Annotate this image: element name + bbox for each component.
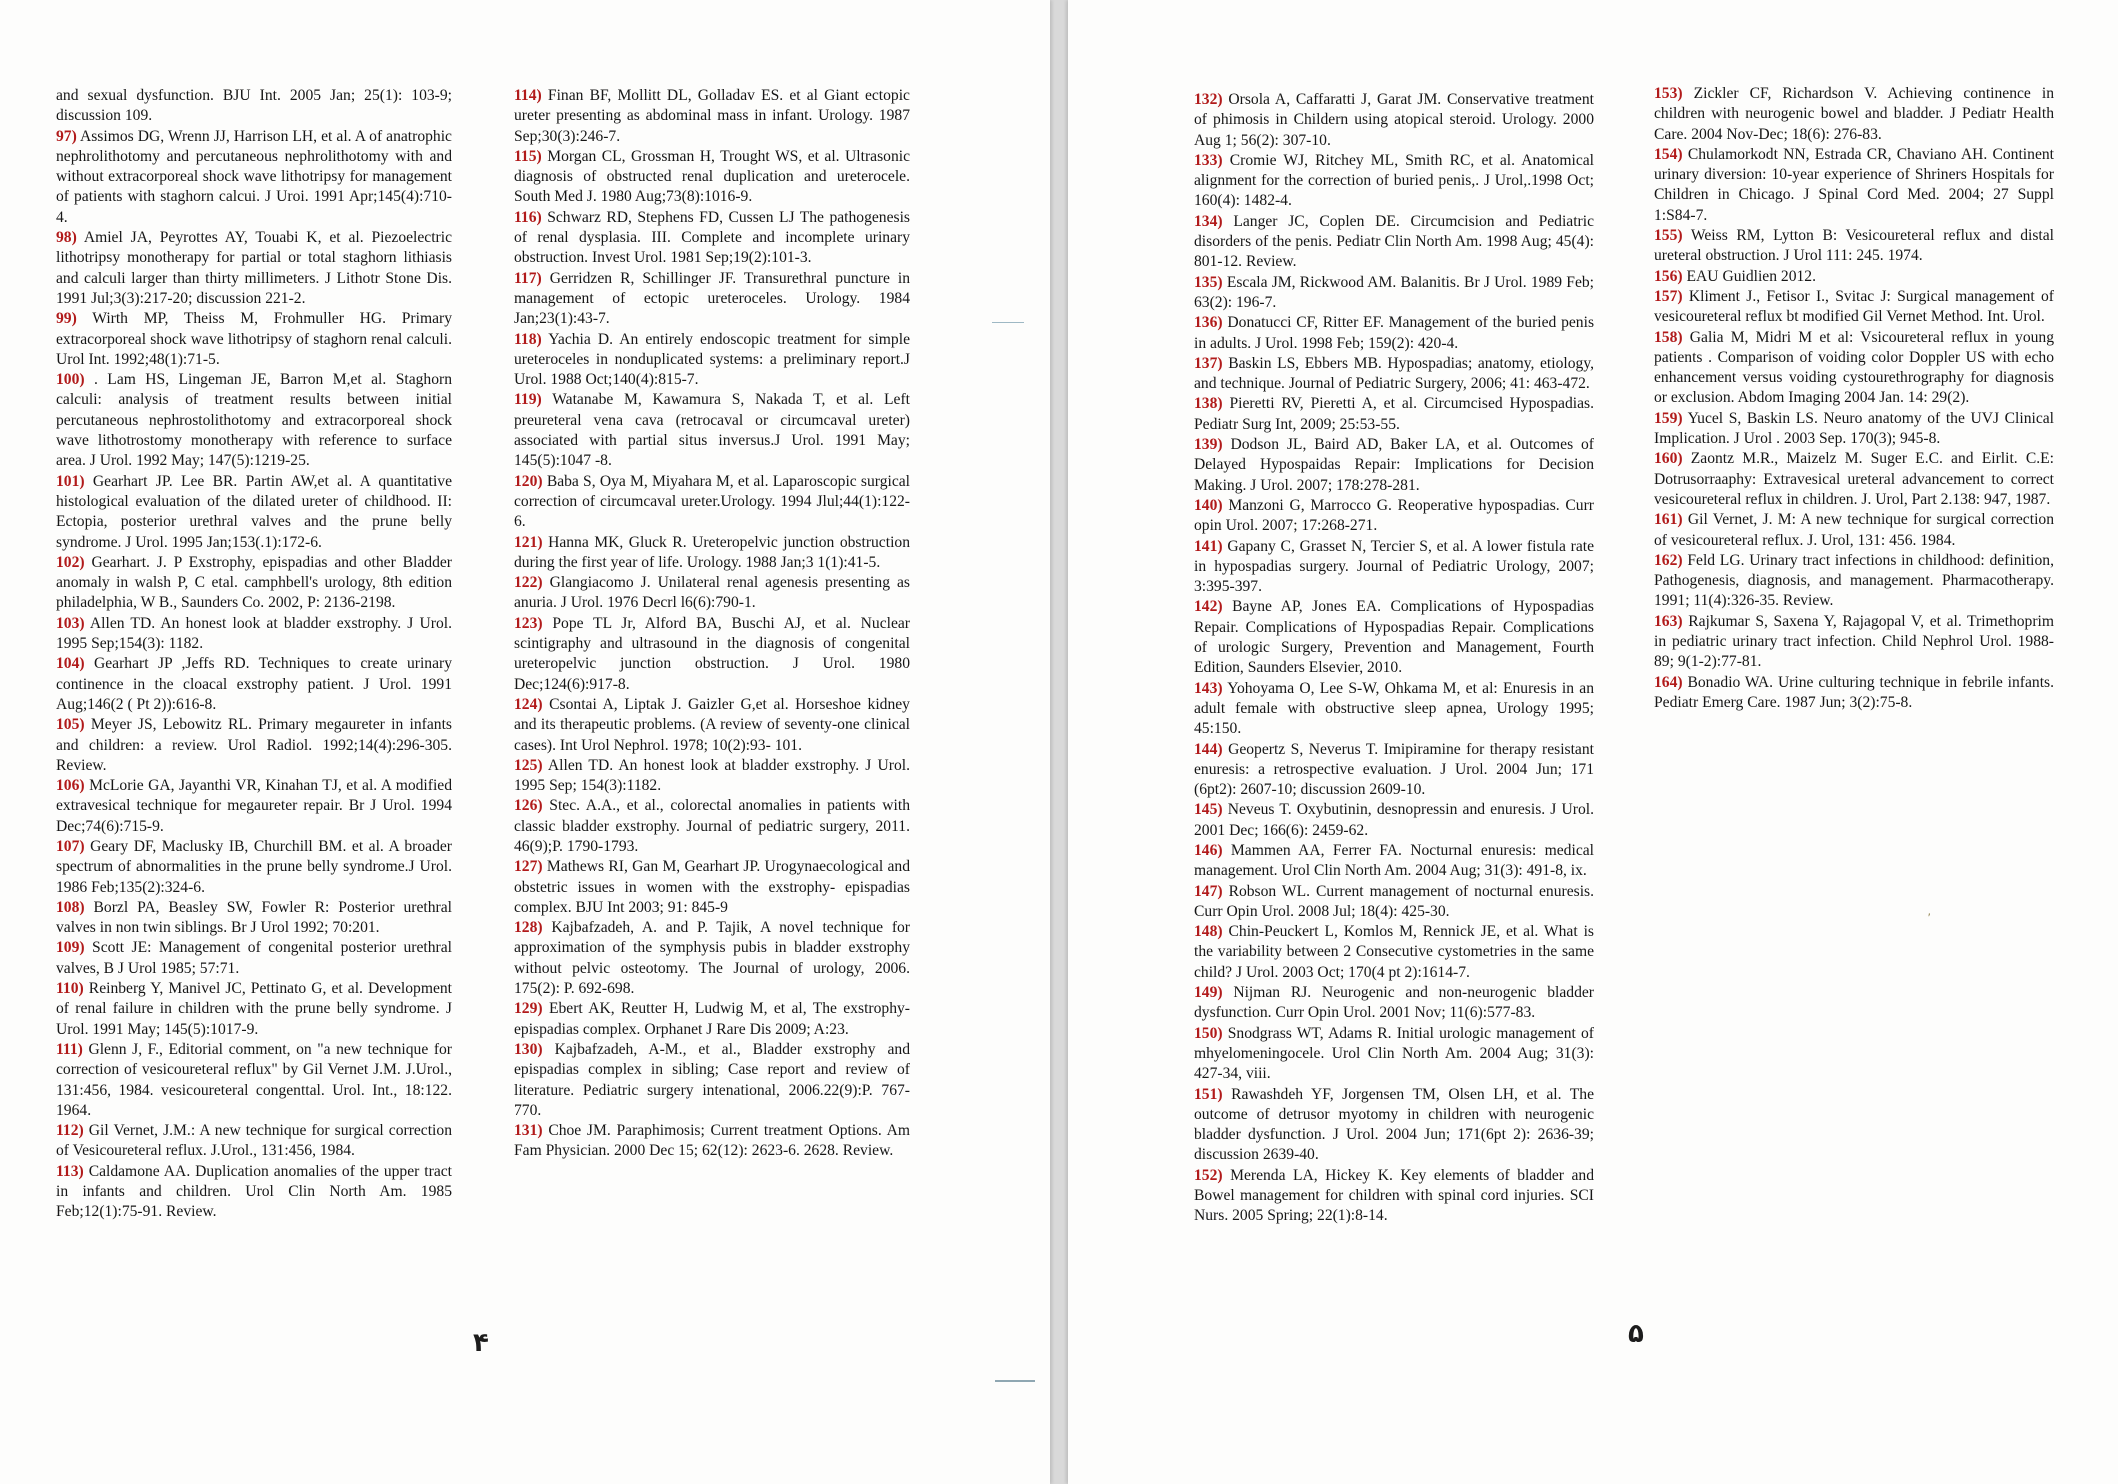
reference-text: Robson WL. Current management of nocturnal enuresis. Curr Opin Urol. 2008 Jul; 18(4): 425-30. <box>1194 882 1594 920</box>
reference-entry <box>1194 394 1594 435</box>
reference-text: Chin-Peuckert L, Komlos M, Rennick JE, et al. What is the variability between 2 Consecutive cystometries in the same child? J Urol. 2003 Oct; 170(4 pt 2):1614-7. <box>1194 923 1594 981</box>
page-number: ۵ <box>1628 1319 1644 1349</box>
reference-number: 124) <box>514 695 543 713</box>
reference-number: 158) <box>1654 328 1683 346</box>
reference-column <box>56 86 452 1223</box>
reference-entry <box>514 86 910 147</box>
reference-number: 159) <box>1654 409 1683 427</box>
reference-number: 120) <box>514 472 543 490</box>
reference-text: Manzoni G, Marrocco G. Reoperative hypospadias. Curr opin Urol. 2007; 17:268-271. <box>1194 496 1594 535</box>
reference-entry <box>1194 354 1594 395</box>
reference-text: Baba S, Oya M, Miyahara M, et al. Laparoscopic surgical correction of circumcaval ureter.Urology. 1994 Jlul;44(1):122-6. <box>514 472 910 531</box>
reference-text: Gapany C, Grasset N, Tercier S, et al. A lower fistula rate in hypospadias surgery. Journal of Pediatric Urology, 2007; 3:395-397. <box>1194 537 1594 596</box>
reference-number: 111) <box>56 1040 83 1058</box>
reference-entry <box>514 796 910 857</box>
reference-number: 151) <box>1194 1085 1223 1103</box>
reference-number: 156) <box>1654 267 1683 285</box>
reference-number: 161) <box>1654 511 1683 529</box>
edge-mark <box>995 1380 1035 1382</box>
reference-text: Mammen AA, Ferrer FA. Nocturnal enuresis: medical management. Urol Clin North Am. 2004 Aug; 31(3): 491-8, ix. <box>1194 841 1594 880</box>
reference-number: 152) <box>1194 1166 1223 1184</box>
reference-text: Glangiacomo J. Unilateral renal agenesis presenting as anuria. J Urol. 1976 Decrl l6(6):790-1. <box>514 574 910 612</box>
reference-entry <box>1194 537 1594 598</box>
reference-number: 145) <box>1194 801 1223 819</box>
reference-text: Zickler CF, Richardson V. Achieving continence in children with neurogenic bowel and bladder. J Pediatr Health Care. 2004 Nov-Dec; 18(6): 276-83. <box>1654 85 2054 143</box>
reference-number: 131) <box>514 1122 543 1140</box>
reference-text: Pieretti RV, Pieretti A, et al. Circumcised Hypospadias. Pediatr Surg Int, 2009; 25:53-55. <box>1194 395 1595 433</box>
reference-text: Kajbafzadeh, A-M., et al., Bladder exstrophy and epispadias complex in sibling; Case report and review of literature. Pediatric surgery intenational, 2006.22(9):P. 767-770. <box>514 1040 910 1119</box>
reference-entry <box>56 1121 452 1162</box>
reference-entry <box>56 979 452 1040</box>
reference-text: Gearhart JP ,Jeffs RD. Techniques to create urinary continence in the cloacal exstrophy patient. J Urol. 1991 Aug;146(2 ( Pt 2)):616-8. <box>56 655 452 713</box>
reference-column <box>1194 90 1594 1227</box>
reference-number: 128) <box>514 919 543 937</box>
reference-number: 119) <box>514 391 542 409</box>
reference-number: 101) <box>56 472 85 490</box>
reference-entry <box>1654 287 2054 328</box>
reference-number: 99) <box>56 310 77 328</box>
reference-text: Nijman RJ. Neurogenic and non-neurogenic bladder dysfunction. Curr Opin Urol. 2001 Nov; 11(6):577-83. <box>1194 984 1594 1022</box>
reference-number: 142) <box>1194 598 1223 616</box>
reference-text: Ebert AK, Reutter H, Ludwig M, et al, The exstrophy-epispadias complex. Orphanet J Rare Dis 2009; A:23. <box>514 1000 910 1038</box>
reference-text: Gearhart JP. Lee BR. Partin AW,et al. A quantitative histological evaluation of the dilated ureter of childhood. II: Ectopia, posterior urethral valves and the prune belly syndrome. J Urol. 1995 Jan;153(.1):172-6. <box>56 472 452 551</box>
reference-column <box>514 86 910 1162</box>
reference-text: Orsola A, Caffaratti J, Garat JM. Conservative treatment of phimosis in Childern using atopical steroid. Urology. 2000 Aug 1; 56(2): 307-10. <box>1194 91 1594 149</box>
reference-number: 155) <box>1654 227 1683 245</box>
reference-text: Escala JM, Rickwood AM. Balanitis. Br J Urol. 1989 Feb; 63(2): 196-7. <box>1194 273 1594 311</box>
reference-number: 105) <box>56 716 85 734</box>
reference-text: Yachia D. An entirely endoscopic treatment for simple ureteroceles in nonduplicated systems: a preliminary report.J Urol. 1988 Oct;140(4):815-7. <box>514 330 910 389</box>
reference-text: Geary DF, Maclusky IB, Churchill BM. et al. A broader spectrum of abnormalities in the prune belly syndrome.J Urol. 1986 Feb;135(2):324-6. <box>56 837 452 896</box>
reference-entry <box>56 715 452 776</box>
reference-number: 127) <box>514 858 543 876</box>
reference-number: 98) <box>56 229 77 247</box>
reference-entry <box>514 533 910 574</box>
reference-number: 110) <box>56 980 84 998</box>
reference-text: Rawashdeh YF, Jorgensen TM, Olsen LH, et al. The outcome of detrusor myotomy in children with neurogenic bladder dysfunction. J Urol. 2004 Jun; 171(6pt 2): 2636-39; discussion 2639-40. <box>1194 1085 1594 1164</box>
reference-text: Scott JE: Management of congenital posterior urethral valves, B J Urol 1985; 57:71. <box>56 939 452 977</box>
reference-text: Yohoyama O, Lee S-W, Ohkama M, et al: Enuresis in an adult female with obstructive sleep apnea, Urology 1995; 45:150. <box>1194 679 1594 738</box>
reference-entry <box>1194 597 1594 678</box>
edge-mark <box>992 322 1024 323</box>
reference-entry <box>1654 409 2054 450</box>
reference-entry <box>514 999 910 1040</box>
reference-text: Bonadio WA. Urine culturing technique in febrile infants. Pediatr Emerg Care. 1987 Jun; 3(2):75-8. <box>1654 673 2054 711</box>
stray-mark: ′ <box>1928 910 1931 924</box>
reference-number: 147) <box>1194 882 1223 900</box>
reference-number: 133) <box>1194 151 1223 169</box>
reference-entry <box>56 654 452 715</box>
reference-text: Assimos DG, Wrenn JJ, Harrison LH, et al. A of anatrophic nephrolithotomy and percutaneous nephrolithotomy with and without extracorporeal shock wave lithotripsy for management of patients with staghorn calcui. J Uroi. 1991 Apr;145(4):710-4. <box>56 127 452 226</box>
reference-entry <box>1654 551 2054 612</box>
reference-number: 112) <box>56 1122 84 1140</box>
reference-text: Merenda LA, Hickey K. Key elements of bladder and Bowel management for children with spinal cord injuries. SCI Nurs. 2005 Spring; 22(1):8-14. <box>1194 1166 1594 1225</box>
reference-entry <box>1654 612 2054 673</box>
reference-entry <box>1654 510 2054 551</box>
reference-entry <box>56 370 452 471</box>
reference-number: 125) <box>514 756 543 774</box>
reference-number: 154) <box>1654 145 1683 163</box>
reference-entry <box>1654 449 2054 510</box>
reference-entry <box>1194 922 1594 983</box>
reference-number: 113) <box>56 1162 84 1180</box>
reference-text: Snodgrass WT, Adams R. Initial urologic management of mhyelomeningocele. Urol Clin North Am. 2004 Aug; 31(3): 427-34, viii. <box>1194 1024 1594 1083</box>
reference-number: 115) <box>514 147 542 165</box>
reference-entry <box>56 309 452 370</box>
reference-entry <box>56 614 452 655</box>
reference-entry <box>56 776 452 837</box>
reference-text: Gil Vernet, J.M.: A new technique for surgical correction of Vesicoureteral reflux. J.Urol., 131:456, 1984. <box>56 1122 452 1160</box>
left-page <box>0 0 1050 1484</box>
reference-entry <box>56 86 452 127</box>
reference-text: Feld LG. Urinary tract infections in childhood: definition, Pathogenesis, diagnosis, and management. Pharmacotherapy. 1991; 11(4):326-35. Review. <box>1654 551 2054 610</box>
reference-entry <box>514 756 910 797</box>
reference-entry <box>56 898 452 939</box>
reference-text: Kliment J., Fetisor I., Svitac J: Surgical management of vesicoureteral reflux bt modified Gil Vernet Method. Int. Urol. <box>1654 287 2055 326</box>
reference-entry <box>56 127 452 228</box>
reference-number: 116) <box>514 208 542 226</box>
reference-text: Gearhart. J. P Exstrophy, epispadias and other Bladder anomaly in walsh P, C etal. camphbell's urology, 8th edition philadelphia, W B., Saunders Co. 2002, P: 2136-2198. <box>56 553 452 612</box>
reference-text: Morgan CL, Grossman H, Trought WS, et al. Ultrasonic diagnosis of obstructed renal duplication and ureterocele. South Med J. 1980 Aug;73(8):1016-9. <box>514 147 910 206</box>
reference-number: 117) <box>514 269 542 287</box>
reference-entry <box>56 472 452 553</box>
reference-text: Stec. A.A., et al., colorectal anomalies in patients with classic bladder exstrophy. Journal of pediatric surgery, 2011. 46(9);P. 1790-1793. <box>514 797 911 855</box>
reference-number: 148) <box>1194 923 1223 941</box>
reference-entry <box>56 1162 452 1223</box>
reference-entry <box>1194 983 1594 1024</box>
reference-number: 162) <box>1654 551 1683 569</box>
reference-number: 103) <box>56 614 85 632</box>
reference-entry <box>1194 1085 1594 1166</box>
reference-number: 138) <box>1194 395 1223 413</box>
reference-number: 141) <box>1194 537 1223 555</box>
reference-number: 143) <box>1194 679 1223 697</box>
reference-entry <box>1194 273 1594 314</box>
reference-number: 114) <box>514 87 542 104</box>
reference-number: 123) <box>514 614 543 632</box>
reference-text: Cromie WJ, Ritchey ML, Smith RC, et al. Anatomical alignment for the correction of buried penis,. J Urol,.1998 Oct; 160(4): 1482-4. <box>1194 151 1594 210</box>
reference-text: Baskin LS, Ebbers MB. Hypospadias; anatomy, etiology, and technique. Journal of Pediatric Surgery, 2006; 41: 463-472. <box>1194 354 1595 393</box>
reference-number: 136) <box>1194 314 1223 332</box>
reference-number: 135) <box>1194 273 1223 291</box>
reference-text: Meyer JS, Lebowitz RL. Primary megaureter in infants and children: a review. Urol Radiol. 1992;14(4):296-305. Review. <box>56 716 452 774</box>
reference-number: 122) <box>514 574 543 592</box>
reference-entry <box>1194 882 1594 923</box>
reference-entry <box>514 1040 910 1121</box>
reference-text: McLorie GA, Jayanthi VR, Kinahan TJ, et al. A modified extravesical technique for megaureter repair. Br J Urol. 1994 Dec;74(6):715-9. <box>56 777 452 835</box>
reference-text: Yucel S, Baskin LS. Neuro anatomy of the UVJ Clinical Implication. J Urol . 2003 Sep. 170(3); 945-8. <box>1654 409 2054 448</box>
reference-text: Zaontz M.R., Maizelz M. Suger E.C. and Eirlit. C.E: Dotrusorraaphy: Extravesical ureteral advancement to correct vesicoureteral reflux in children. J. Urol, Part 2.138: 947, 1987. <box>1654 450 2054 508</box>
reference-entry <box>514 1121 910 1162</box>
reference-entry <box>1194 1024 1594 1085</box>
reference-text: Rajkumar S, Saxena Y, Rajagopal V, et al. Trimethoprim in pediatric urinary tract infection. Child Nephrol Urol. 1988-89; 9(1-2):77-81. <box>1654 612 2054 671</box>
reference-text: Geopertz S, Neverus T. Imipiramine for therapy resistant enuresis: a retrospective evaluation. J Urol. 2004 Jun; 171 (6pt2): 2607-10; discussion 2609-10. <box>1194 740 1594 799</box>
reference-text: and sexual dysfunction. BJU Int. 2005 Jan; 25(1): 103-9; discussion 109. <box>56 87 452 125</box>
reference-entry <box>1194 740 1594 801</box>
reference-number: 129) <box>514 1000 543 1018</box>
reference-entry <box>514 918 910 999</box>
reference-number: 163) <box>1654 612 1683 630</box>
reference-number: 108) <box>56 898 85 916</box>
reference-text: . Lam HS, Lingeman JE, Barron M,et al. Staghorn calculi: analysis of treatment results between initial percutaneous nephrostolithotomy and extracorporeal shock wave lithotrostomy monotherapy with reference to surface area. J Urol. 1992 May; 147(5):1219-25. <box>56 371 452 470</box>
reference-text: Choe JM. Paraphimosis; Current treatment Options. Am Fam Physician. 2000 Dec 15; 62(12): 2623-6. 2628. Review. <box>514 1122 910 1160</box>
reference-entry <box>514 857 910 918</box>
reference-text: Gerridzen R, Schillinger JF. Transurethral puncture in management of ectopic ureteroceles. Urology. 1984 Jan;23(1):43-7. <box>514 269 910 328</box>
reference-number: 132) <box>1194 91 1223 108</box>
reference-entry <box>1194 435 1594 496</box>
reference-text: Pope TL Jr, Alford BA, Buschi AJ, et al. Nuclear scintigraphy and ultrasound in the diagnosis of congenital ureteropelvic junction obstruction. J Urol. 1980 Dec;124(6):917-8. <box>514 614 910 693</box>
reference-entry <box>1194 1166 1594 1227</box>
reference-entry <box>56 553 452 614</box>
reference-entry <box>514 573 910 614</box>
reference-number: 126) <box>514 797 543 815</box>
reference-number: 102) <box>56 553 85 571</box>
reference-text: Gil Vernet, J. M: A new technique for surgical correction of vesicoureteral reflux. J. Urol, 131: 456. 1984. <box>1654 511 2054 549</box>
reference-number: 97) <box>56 127 77 145</box>
reference-entry <box>1194 313 1594 354</box>
reference-number: 134) <box>1194 212 1223 230</box>
reference-entry <box>514 147 910 208</box>
reference-number: 153) <box>1654 85 1683 102</box>
reference-entry <box>1654 226 2054 267</box>
reference-number: 121) <box>514 533 543 551</box>
reference-number: 149) <box>1194 984 1223 1002</box>
reference-number: 107) <box>56 837 85 855</box>
reference-number: 146) <box>1194 841 1223 859</box>
reference-entry <box>56 228 452 309</box>
reference-number: 106) <box>56 777 85 795</box>
reference-entry <box>56 1040 452 1121</box>
reference-entry <box>514 472 910 533</box>
reference-text: Schwarz RD, Stephens FD, Cussen LJ The pathogenesis of renal dysplasia. III. Complete and incomplete urinary obstruction. Invest Urol. 1981 Sep;19(2):101-3. <box>514 208 910 267</box>
reference-entry <box>514 330 910 391</box>
reference-entry <box>1654 267 2054 287</box>
reference-text: Allen TD. An honest look at bladder exstrophy. J Urol. 1995 Sep;154(3): 1182. <box>56 614 452 653</box>
reference-text: Neveus T. Oxybutinin, desnopressin and enuresis. J Urol. 2001 Dec; 166(6): 2459-62. <box>1194 801 1594 839</box>
reference-entry <box>514 614 910 695</box>
reference-column <box>1654 84 2054 713</box>
reference-entry <box>1654 84 2054 145</box>
reference-entry <box>1194 679 1594 740</box>
reference-number: 164) <box>1654 673 1683 691</box>
reference-text: Caldamone AA. Duplication anomalies of the upper tract in infants and children. Urol Clin North Am. 1985 Feb;12(1):75-91. Review. <box>56 1162 452 1221</box>
reference-text: Watanabe M, Kawamura S, Nakada T, et al. Left preureteral vena cava (retrocaval or circumcaval ureter) associated with partial situs inversus.J Urol. 1991 May; 145(5):1047 -8. <box>514 391 910 470</box>
reference-entry <box>1194 212 1594 273</box>
reference-number: 137) <box>1194 354 1223 372</box>
reference-number: 150) <box>1194 1024 1223 1042</box>
reference-number: 160) <box>1654 450 1683 468</box>
right-page <box>1068 0 2118 1484</box>
reference-entry <box>1194 800 1594 841</box>
reference-entry <box>1654 145 2054 226</box>
reference-text: Finan BF, Mollitt DL, Golladav ES. et al Giant ectopic ureter presenting as abdominal mass in infant. Urology. 1987 Sep;30(3):246-7. <box>514 87 910 145</box>
reference-number: 130) <box>514 1040 543 1058</box>
reference-entry <box>1194 841 1594 882</box>
reference-text: EAU Guidlien 2012. <box>1686 267 1817 285</box>
reference-text: Glenn J, F., Editorial comment, on "a new technique for correction of vesicoureteral reflux" by Gil Vernet J.M. J.Urol., 131:456, 1984. vesicoureteral congenttal. Urol. Int., 18:122. 1964. <box>56 1040 453 1119</box>
reference-number: 104) <box>56 655 85 673</box>
reference-number: 118) <box>514 330 542 348</box>
reference-entry <box>514 695 910 756</box>
reference-text: Wirth MP, Theiss M, Frohmuller HG. Primary extracorporeal shock wave lithotripsy of staghorn renal calculi. Urol Int. 1992;48(1):71-5. <box>56 310 452 368</box>
reference-text: Chulamorkodt NN, Estrada CR, Chaviano AH. Continent urinary diversion: 10-year experience of Shriners Hospitals for Children in Chicago. J Spinal Cord Med. 2004; 27 Suppl 1:S84-7. <box>1654 145 2054 224</box>
reference-number: 139) <box>1194 436 1223 454</box>
reference-number: 100) <box>56 371 85 389</box>
reference-entry <box>514 208 910 269</box>
reference-entry <box>1194 496 1594 537</box>
reference-entry <box>1194 90 1594 151</box>
reference-entry <box>1194 151 1594 212</box>
reference-entry <box>514 269 910 330</box>
reference-text: Donatucci CF, Ritter EF. Management of the buried penis in adults. J Urol. 1998 Feb; 159(2): 420-4. <box>1194 314 1595 352</box>
reference-entry <box>514 390 910 471</box>
reference-number: 144) <box>1194 740 1223 758</box>
reference-text: Kajbafzadeh, A. and P. Tajik, A novel technique for approximation of the symphysis pubis in bladder exstrophy without pelvic osteotomy. The Journal of urology, 2006. 175(2): P. 692-698. <box>514 919 910 998</box>
reference-text: Galia M, Midri M et al: Vsicoureteral reflux in young patients . Comparison of voiding color Doppler US with echo enhancement versus voiding cystourethrography for diagnosis or exclusion. Abdom Imaging 2004 Jan. 14: 29(2). <box>1654 328 2055 407</box>
reference-text: Amiel JA, Peyrottes AY, Touabi K, et al. Piezoelectric lithotripsy monotherapy for partial or total staghorn lithiasis and calculi larger than thirty millimeters. J Lithotr Stone Dis. 1991 Jul;3(3):217-20; discussion 221-2. <box>56 229 452 307</box>
reference-text: Borzl PA, Beasley SW, Fowler R: Posterior urethral valves in non twin siblings. Br J Urol 1992; 70:201. <box>56 898 452 937</box>
reference-text: Mathews RI, Gan M, Gearhart JP. Urogynaecological and obstetric issues in women with the exstrophy- epispadias complex. BJU Int 2003; 91: 845-9 <box>514 858 911 916</box>
reference-entry <box>56 837 452 898</box>
reference-text: Langer JC, Coplen DE. Circumcision and Pediatric disorders of the penis. Pediatr Clin North Am. 1998 Aug; 45(4): 801-12. Review. <box>1194 212 1594 271</box>
reference-text: Bayne AP, Jones EA. Complications of Hypospadias Repair. Complications of Hypospadias Repair. Complications of urologic Surgery, Prevention and Management, Fourth Edition, Saunders Elsevier, 2010. <box>1194 598 1594 677</box>
reference-entry <box>1654 328 2054 409</box>
reference-text: Allen TD. An honest look at bladder exstrophy. J Urol. 1995 Sep; 154(3):1182. <box>514 756 910 795</box>
reference-number: 157) <box>1654 287 1683 305</box>
reference-text: Weiss RM, Lytton B: Vesicoureteral reflux and distal ureteral obstruction. J Urol 111: 245. 1974. <box>1654 227 2055 265</box>
reference-entry <box>56 938 452 979</box>
reference-number: 140) <box>1194 496 1223 514</box>
reference-text: Hanna MK, Gluck R. Ureteropelvic junction obstruction during the first year of life. Urology. 1988 Jan;3 1(1):41-5. <box>514 533 910 571</box>
page-number: ۴ <box>473 1328 489 1358</box>
reference-text: Csontai A, Liptak J. Gaizler G,et al. Horseshoe kidney and its therapeutic problems. (A review of seventy-one clinical cases). Int Urol Nephrol. 1978; 10(2):93- 101. <box>514 695 910 754</box>
reference-text: Dodson JL, Baird AD, Baker LA, et al. Outcomes of Delayed Hypospaidas Repair: Implications for Decision Making. J Urol. 2007; 178:278-281. <box>1194 436 1595 494</box>
reference-number: 109) <box>56 939 85 957</box>
reference-entry <box>1654 673 2054 714</box>
reference-text: Reinberg Y, Manivel JC, Pettinato G, et al. Development of renal failure in children with the prune belly syndrome. J Urol. 1991 May; 145(5):1017-9. <box>56 980 452 1038</box>
